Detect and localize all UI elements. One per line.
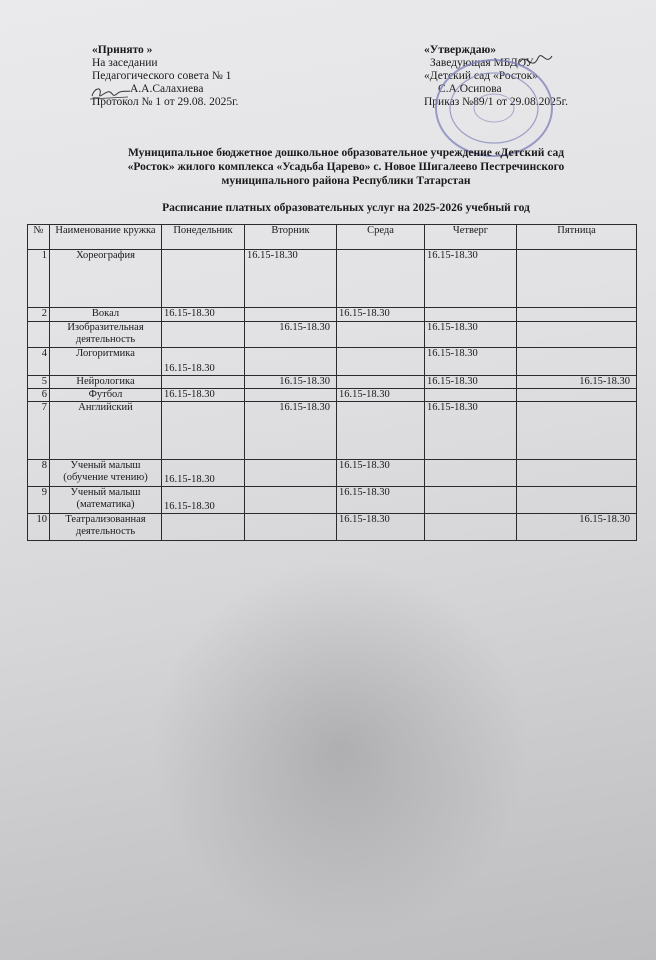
cell-name: Футбол <box>50 389 162 402</box>
institution-line-1: Муниципальное бюджетное дошкольное образовательное учреждение «Детский сад <box>127 147 565 159</box>
cell-fri <box>517 389 637 402</box>
cell-thu <box>425 514 517 541</box>
cell-fri <box>517 487 637 514</box>
institution-line-3: муниципального района Республики Татарстан <box>221 175 471 187</box>
cell-name: Вокал <box>50 308 162 322</box>
page-shadow <box>150 560 530 940</box>
cell-thu <box>425 487 517 514</box>
cell-num: 1 <box>28 250 50 308</box>
header-name: Наименование кружка <box>50 225 162 250</box>
cell-mon <box>162 376 245 389</box>
cell-num: 4 <box>28 348 50 376</box>
cell-tue <box>245 348 337 376</box>
accepted-line-2: Педагогического совета № 1 <box>92 70 232 82</box>
schedule-title: Расписание платных образовательных услуг на 2025-2026 учебный год <box>162 202 530 214</box>
approve-title: «Утверждаю» <box>424 44 496 56</box>
cell-mon: 16.15-18.30 <box>162 348 245 376</box>
cell-wed: 16.15-18.30 <box>337 389 425 402</box>
table-header-row <box>28 225 637 250</box>
table-row <box>28 322 637 348</box>
cell-thu: 16.15-18.30 <box>425 250 517 308</box>
cell-fri <box>517 460 637 487</box>
header-thu: Четверг <box>425 225 517 250</box>
cell-num: 6 <box>28 389 50 402</box>
cell-name: Изобразительная деятельность <box>50 322 162 348</box>
cell-fri <box>517 322 637 348</box>
cell-num: 8 <box>28 460 50 487</box>
cell-name: Логоритмика <box>50 348 162 376</box>
cell-tue <box>245 514 337 541</box>
cell-wed <box>337 376 425 389</box>
table-row <box>28 389 637 402</box>
cell-mon: 16.15-18.30 <box>162 308 245 322</box>
cell-thu <box>425 389 517 402</box>
cell-mon: 16.15-18.30 <box>162 460 245 487</box>
table-row <box>28 514 637 541</box>
cell-tue <box>245 487 337 514</box>
cell-tue <box>245 460 337 487</box>
approve-line-2: «Детский сад «Росток» <box>424 70 538 82</box>
accepted-title: «Принято » <box>92 44 153 56</box>
cell-thu: 16.15-18.30 <box>425 322 517 348</box>
header-num: № <box>28 225 50 250</box>
cell-tue: 16.15-18.30 <box>245 376 337 389</box>
header-fri: Пятница <box>517 225 637 250</box>
accepted-line-1: На заседании <box>92 57 158 69</box>
cell-wed <box>337 322 425 348</box>
cell-thu <box>425 460 517 487</box>
table-row <box>28 402 637 460</box>
cell-name: Ученый малыш (математика) <box>50 487 162 514</box>
cell-fri: 16.15-18.30 <box>517 376 637 389</box>
cell-fri: 16.15-18.30 <box>517 514 637 541</box>
cell-wed <box>337 348 425 376</box>
cell-wed: 16.15-18.30 <box>337 514 425 541</box>
cell-wed <box>337 250 425 308</box>
header-wed: Среда <box>337 225 425 250</box>
approve-line-1: Заведующая МБДОУ <box>430 57 534 69</box>
cell-tue <box>245 308 337 322</box>
cell-fri <box>517 308 637 322</box>
cell-fri <box>517 402 637 460</box>
table-row <box>28 250 637 308</box>
cell-name: Нейрологика <box>50 376 162 389</box>
accepted-line-4: Протокол № 1 от 29.08. 2025г. <box>92 96 239 108</box>
cell-num: 5 <box>28 376 50 389</box>
cell-wed: 16.15-18.30 <box>337 487 425 514</box>
header-tue: Вторник <box>245 225 337 250</box>
schedule-table <box>27 224 637 541</box>
cell-mon <box>162 514 245 541</box>
cell-mon: 16.15-18.30 <box>162 487 245 514</box>
signature-icon <box>88 82 132 104</box>
approve-line-4: Приказ №89/1 от 29.08.2025г. <box>424 96 568 108</box>
table-row <box>28 487 637 514</box>
cell-thu: 16.15-18.30 <box>425 402 517 460</box>
cell-name: Хореография <box>50 250 162 308</box>
cell-mon <box>162 322 245 348</box>
cell-mon: 16.15-18.30 <box>162 389 245 402</box>
cell-thu <box>425 308 517 322</box>
cell-wed <box>337 402 425 460</box>
table-row <box>28 308 637 322</box>
cell-num: 2 <box>28 308 50 322</box>
cell-tue: 16.15-18.30 <box>245 322 337 348</box>
cell-num <box>28 322 50 348</box>
cell-mon <box>162 250 245 308</box>
cell-fri <box>517 250 637 308</box>
cell-name: Театрализованная деятельность <box>50 514 162 541</box>
cell-num: 9 <box>28 487 50 514</box>
header-mon: Понедельник <box>162 225 245 250</box>
cell-name: Английский <box>50 402 162 460</box>
stamp-icon <box>428 42 560 160</box>
cell-num: 7 <box>28 402 50 460</box>
cell-mon <box>162 402 245 460</box>
cell-fri <box>517 348 637 376</box>
approve-line-3: С.А.Осипова <box>438 83 502 95</box>
cell-thu: 16.15-18.30 <box>425 348 517 376</box>
cell-num: 10 <box>28 514 50 541</box>
institution-line-2: «Росток» жилого комплекса «Усадьба Царево» с. Новое Шигалеево Пестречинского <box>127 161 565 173</box>
institution-heading <box>96 146 596 188</box>
accepted-line-3: А.А.Салахиева <box>130 83 204 95</box>
cell-wed: 16.15-18.30 <box>337 460 425 487</box>
cell-tue <box>245 389 337 402</box>
table-row <box>28 460 637 487</box>
cell-tue: 16.15-18.30 <box>245 250 337 308</box>
table-row <box>28 376 637 389</box>
table-row <box>28 348 637 376</box>
cell-thu: 16.15-18.30 <box>425 376 517 389</box>
cell-tue: 16.15-18.30 <box>245 402 337 460</box>
cell-name: Ученый малыш (обучение чтению) <box>50 460 162 487</box>
cell-wed: 16.15-18.30 <box>337 308 425 322</box>
